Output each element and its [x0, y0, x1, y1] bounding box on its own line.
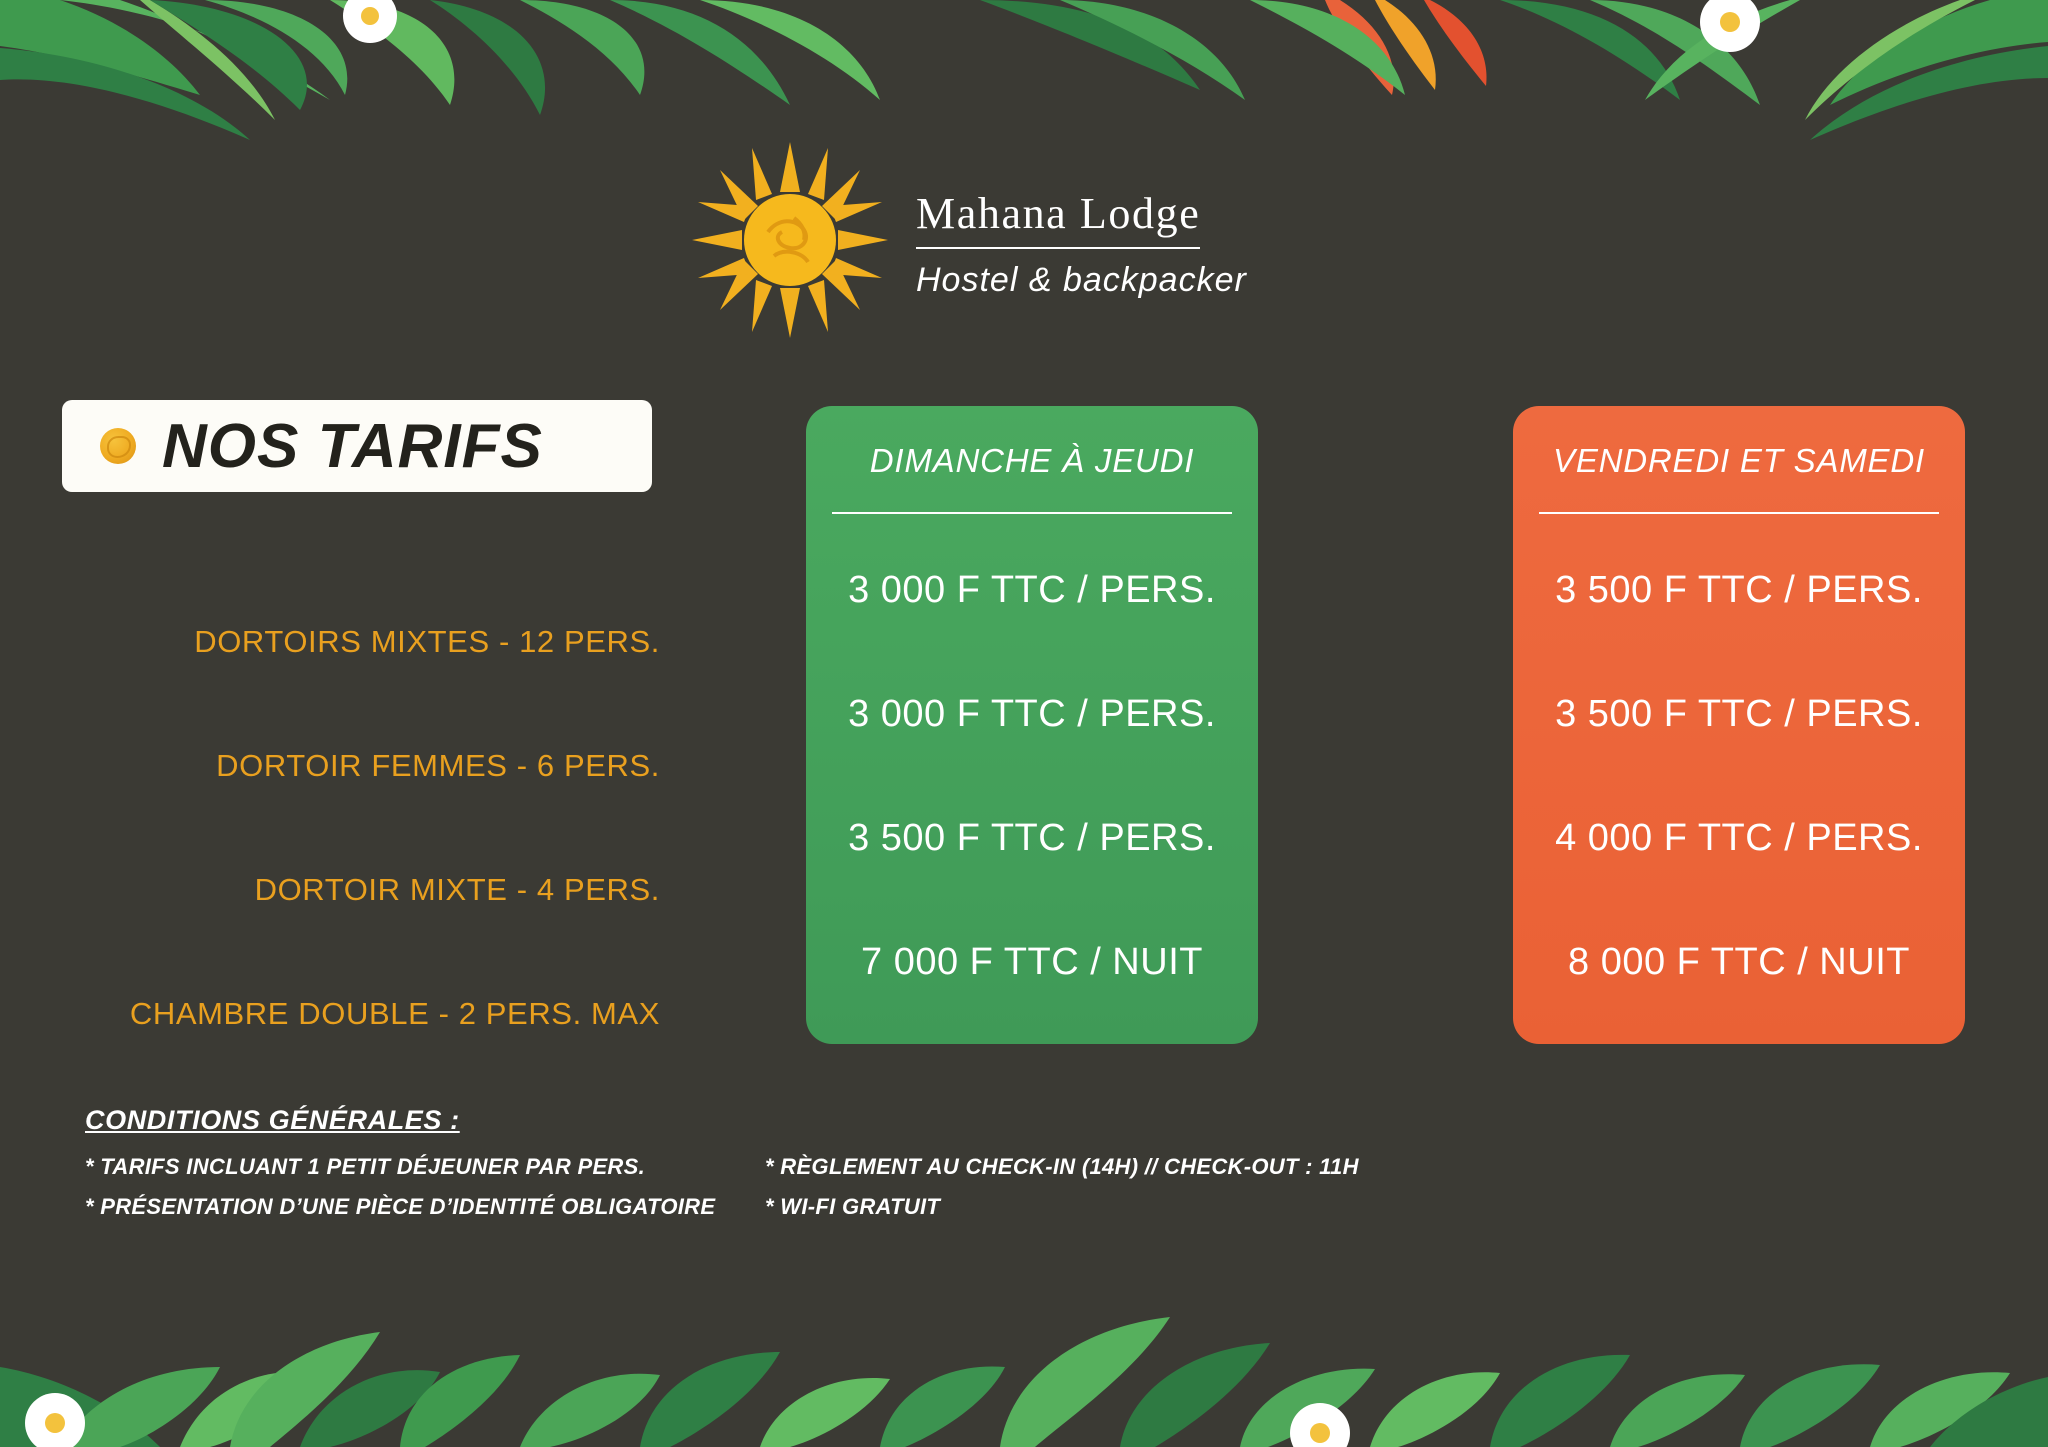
- list-item: [40, 704, 660, 828]
- price-value: 3 000 F TTC / PERS.: [848, 692, 1216, 735]
- conditions-column-right: [765, 1154, 1359, 1220]
- room-type-label: DORTOIRS MIXTES - 12 PERS.: [194, 624, 660, 659]
- price-value: 3 000 F TTC / PERS.: [848, 568, 1216, 611]
- list-item: [40, 580, 660, 704]
- condition-item: * PRÉSENTATION D’UNE PIÈCE D’IDENTITÉ OBLIGATOIRE: [85, 1194, 716, 1219]
- brand-name: Mahana Lodge: [916, 188, 1200, 249]
- price-list: [826, 528, 1238, 1024]
- page-title: [62, 400, 652, 492]
- list-item: [40, 828, 660, 952]
- general-conditions-section: [85, 1105, 1485, 1220]
- sun-dot-icon: [100, 428, 136, 464]
- table-row: [826, 652, 1238, 776]
- table-row: [826, 776, 1238, 900]
- divider: [832, 512, 1232, 514]
- condition-item: * RÈGLEMENT AU CHECK-IN (14H) // CHECK-OUT : 11H: [765, 1154, 1359, 1179]
- price-value: 8 000 F TTC / NUIT: [1568, 940, 1910, 983]
- table-row: [1533, 776, 1945, 900]
- price-card-title: DIMANCHE À JEUDI: [869, 442, 1195, 479]
- page-title-label: NOS TARIFS: [162, 411, 543, 481]
- price-value: 3 500 F TTC / PERS.: [1555, 568, 1923, 611]
- table-row: [1533, 528, 1945, 652]
- table-row: [1533, 900, 1945, 1024]
- tropical-foliage-top-decoration: [0, 0, 2048, 150]
- price-card-title: VENDREDI ET SAMEDI: [1553, 442, 1925, 479]
- list-item: [40, 952, 660, 1076]
- conditions-title: CONDITIONS GÉNÉRALES :: [85, 1105, 460, 1135]
- price-list: [1533, 528, 1945, 1024]
- condition-item: * WI-FI GRATUIT: [765, 1194, 941, 1219]
- room-type-label: DORTOIR MIXTE - 4 PERS.: [254, 872, 660, 907]
- price-value: 3 500 F TTC / PERS.: [848, 816, 1216, 859]
- room-type-list: [40, 580, 660, 1076]
- condition-item: * TARIFS INCLUANT 1 PETIT DÉJEUNER PAR PERS.: [85, 1154, 645, 1179]
- price-value: 3 500 F TTC / PERS.: [1555, 692, 1923, 735]
- brand-logo-block: [690, 140, 1247, 340]
- price-value: 4 000 F TTC / PERS.: [1555, 816, 1923, 859]
- price-card-weekend: [1513, 406, 1965, 1044]
- brand-tagline: Hostel & backpacker: [916, 261, 1247, 299]
- price-value: 7 000 F TTC / NUIT: [861, 940, 1203, 983]
- tropical-foliage-bottom-decoration: [0, 1247, 2048, 1447]
- room-type-label: DORTOIR FEMMES - 6 PERS.: [216, 748, 660, 783]
- sun-icon: [690, 140, 890, 340]
- divider: [1539, 512, 1939, 514]
- table-row: [826, 900, 1238, 1024]
- conditions-column-left: [85, 1154, 765, 1220]
- table-row: [1533, 652, 1945, 776]
- room-type-label: CHAMBRE DOUBLE - 2 PERS. MAX: [129, 996, 660, 1031]
- table-row: [826, 528, 1238, 652]
- price-card-weekdays: [806, 406, 1258, 1044]
